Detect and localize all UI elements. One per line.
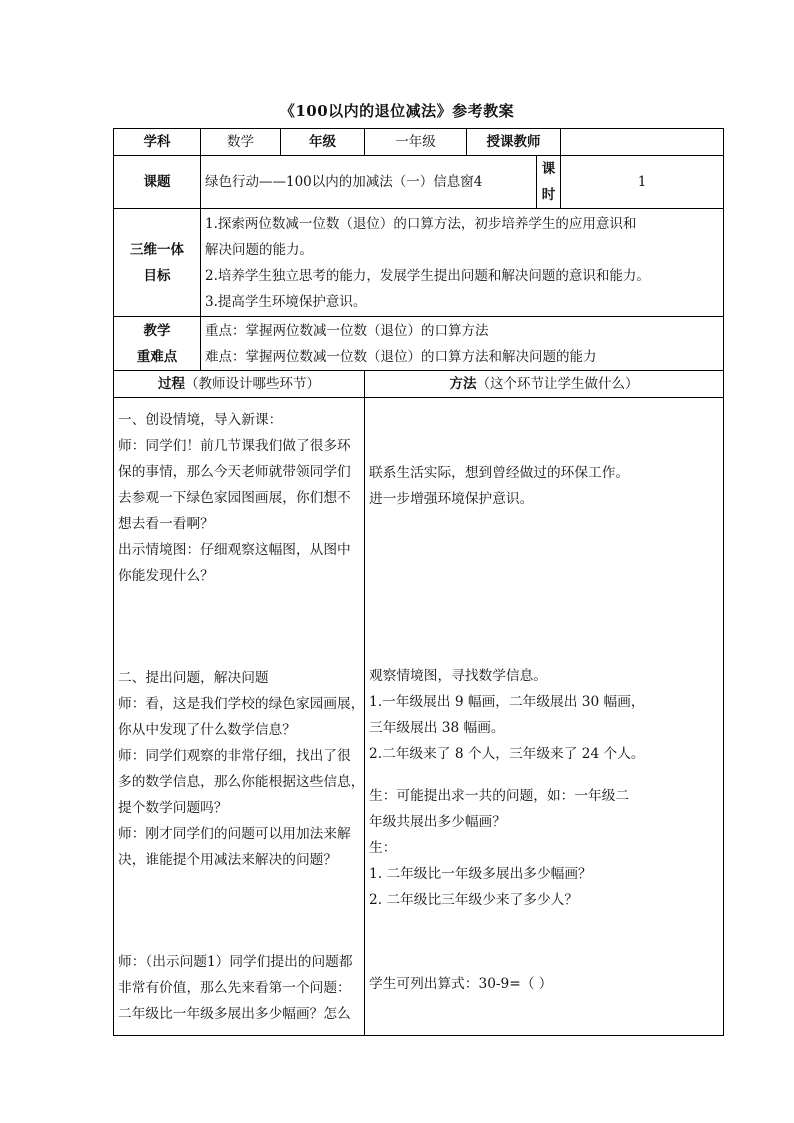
goals-row xyxy=(114,209,724,317)
subject-label: 学科 xyxy=(114,129,201,156)
process-right-column xyxy=(365,398,724,1036)
grade-value: 一年级 xyxy=(365,129,467,156)
goal-line: 1.探索两位数减一位数（退位）的口算方法，初步培养学生的应用意识和 xyxy=(205,215,637,232)
process-left-line: 出示情境图：仔细观察这幅图，从图中 xyxy=(118,541,351,558)
difficult-point: 难点：掌握两位数减一位数（退位）的口算方法和解决问题的能力 xyxy=(205,348,597,365)
page-title: 《100以内的退位减法》参考教案 xyxy=(279,102,515,120)
process-left-line: 你能发现什么？ xyxy=(118,567,214,584)
process-header-left-bold: 过程 xyxy=(158,376,185,392)
process-left-line: 非常有价值，那么先来看第一个问题： xyxy=(118,979,351,996)
process-left-line: 师：（出示问题1）同学们提出的问题都 xyxy=(118,953,353,970)
process-left-line: 提个数学问题吗？ xyxy=(118,799,228,816)
goals-content xyxy=(201,209,724,317)
process-right-line: 1. 二年级比一年级多展出多少幅画？ xyxy=(369,866,592,882)
spacer xyxy=(118,873,360,949)
process-right-line: 观察情境图，寻找数学信息。 xyxy=(369,668,547,684)
spacer xyxy=(369,767,719,783)
process-left-line: 师：同学们观察的非常仔细，找出了很 xyxy=(118,747,351,764)
goals-label xyxy=(114,209,201,317)
focus-row xyxy=(114,317,724,371)
hours-value: 1 xyxy=(561,156,724,209)
process-right-line: 1.一年级展出 9 幅画，二年级展出 30 幅画， xyxy=(369,694,645,710)
goals-label-line2: 目标 xyxy=(143,267,171,284)
teacher-label: 授课教师 xyxy=(467,129,561,156)
process-body-row xyxy=(114,398,724,1036)
process-header-right-bold: 方法 xyxy=(449,376,477,392)
process-left-line: 你从中发现了什么数学信息？ xyxy=(118,721,296,738)
subject-value: 数学 xyxy=(201,129,281,156)
hours-label: 课时 xyxy=(537,156,561,209)
spacer xyxy=(369,913,719,971)
focus-content xyxy=(201,317,724,371)
process-right-line: 进一步增强环境保护意识。 xyxy=(369,491,534,507)
process-left-line: 师：同学们！前几节课我们做了很多环 xyxy=(118,437,351,454)
process-right-line: 联系生活实际，想到曾经做过的环保工作。 xyxy=(369,465,630,481)
process-right-line: 2.二年级来了 8 个人，三年级来了 24 个人。 xyxy=(369,746,645,762)
teacher-value xyxy=(561,129,724,156)
spacer xyxy=(369,436,719,460)
key-point: 重点：掌握两位数减一位数（退位）的口算方法 xyxy=(205,322,489,339)
process-right-line: 学生可列出算式：30-9=（ ） xyxy=(369,976,553,992)
process-header-right-rest: （这个环节让学生做什么） xyxy=(476,376,639,392)
process-left-line: 二年级比一年级多展出多少幅画？怎么 xyxy=(118,1005,351,1022)
process-left-column xyxy=(114,398,365,1036)
lesson-plan-table xyxy=(113,128,724,1036)
focus-label-line1: 教学 xyxy=(143,322,171,339)
spacer xyxy=(369,512,719,663)
grade-label: 年级 xyxy=(281,129,365,156)
process-header-left-rest: （教师设计哪些环节） xyxy=(185,376,320,392)
topic-value: 绿色行动——100以内的加减法（一）信息窗4 xyxy=(201,156,537,209)
goal-line: 解决问题的能力。 xyxy=(205,241,313,258)
process-right-line: 生：可能提出求一共的问题，如：一年级二 xyxy=(369,788,630,804)
process-left-line: 多的数学信息，那么你能根据这些信息， xyxy=(118,773,365,790)
process-left-line: 师：刚才同学们的问题可以用加法来解 xyxy=(118,825,351,842)
process-left-line: 去参观一下绿色家园图画展，你们想不 xyxy=(118,489,351,506)
info-row-1 xyxy=(114,129,724,156)
topic-label: 课题 xyxy=(114,156,201,209)
process-right-line: 年级共展出多少幅画？ xyxy=(369,814,506,830)
process-right-line: 2. 二年级比三年级少来了多少人？ xyxy=(369,892,579,908)
goals-label-line1: 三维一体 xyxy=(130,241,184,258)
process-header-right xyxy=(365,371,724,398)
process-left-line: 二、提出问题，解决问题 xyxy=(118,669,269,686)
process-header-row xyxy=(114,371,724,398)
process-header-left xyxy=(114,371,365,398)
process-left-line: 决，谁能提个用减法来解决的问题？ xyxy=(118,851,338,868)
process-left-line: 一、创设情境，导入新课： xyxy=(118,411,283,428)
focus-label-line2: 重难点 xyxy=(136,348,178,365)
spacer xyxy=(118,589,360,665)
focus-label xyxy=(114,317,201,371)
process-left-line: 师：看，这是我们学校的绿色家园画展， xyxy=(118,695,365,712)
process-right-line: 三年级展出 38 幅画。 xyxy=(369,720,505,736)
process-left-line: 保的事情，那么今天老师就带领同学们 xyxy=(118,463,351,480)
process-right-line: 生： xyxy=(369,840,397,856)
info-row-2 xyxy=(114,156,724,209)
goal-line: 3.提高学生环境保护意识。 xyxy=(205,293,367,310)
goal-line: 2.培养学生独立思考的能力，发展学生提出问题和解决问题的意识和能力。 xyxy=(205,267,650,284)
process-left-line: 想去看一看啊？ xyxy=(118,515,214,532)
